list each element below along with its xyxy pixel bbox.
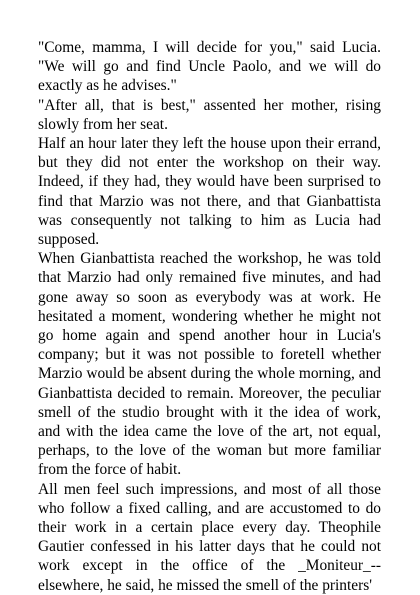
document-page bbox=[38, 38, 381, 595]
paragraph: When Gianbattista reached the workshop, he was told that Marzio had only remained five minutes, and had gone away so soon as everybody was at work. He hesitated a moment, wondering whether he might not go home again and spend another hour in Lucia's company; but it was not possible to foretell whether Marzio would be absent during the whole morning, and Gianbattista decided to remain. Moreover, the peculiar smell of the studio brought with it the idea of work, and with the idea came the love of the art, not equal, perhaps, to the love of the woman but more familiar from the force of habit. bbox=[38, 250, 381, 479]
paragraph: "After all, that is best," assented her mother, rising slowly from her seat. bbox=[38, 96, 381, 133]
paragraph: All men feel such impressions, and most of all those who follow a fixed calling, and are accustomed to do their work in a certain place every day. Theophile Gautier confessed in his latter days that he could not work except in the office of the _Moniteur_--elsewhere, he said, he missed the smell of the printers' bbox=[38, 480, 381, 594]
paragraph: Half an hour later they left the house upon their errand, but they did not enter the workshop on their way. Indeed, if they had, they would have been surprised to find that Marzio was not there, and that Gianbattista was consequently not talking to him as Lucia had supposed. bbox=[38, 135, 381, 249]
paragraph: "Come, mamma, I will decide for you," said Lucia. "We will go and find Uncle Paolo, and we will do exactly as he advises." bbox=[38, 39, 381, 95]
